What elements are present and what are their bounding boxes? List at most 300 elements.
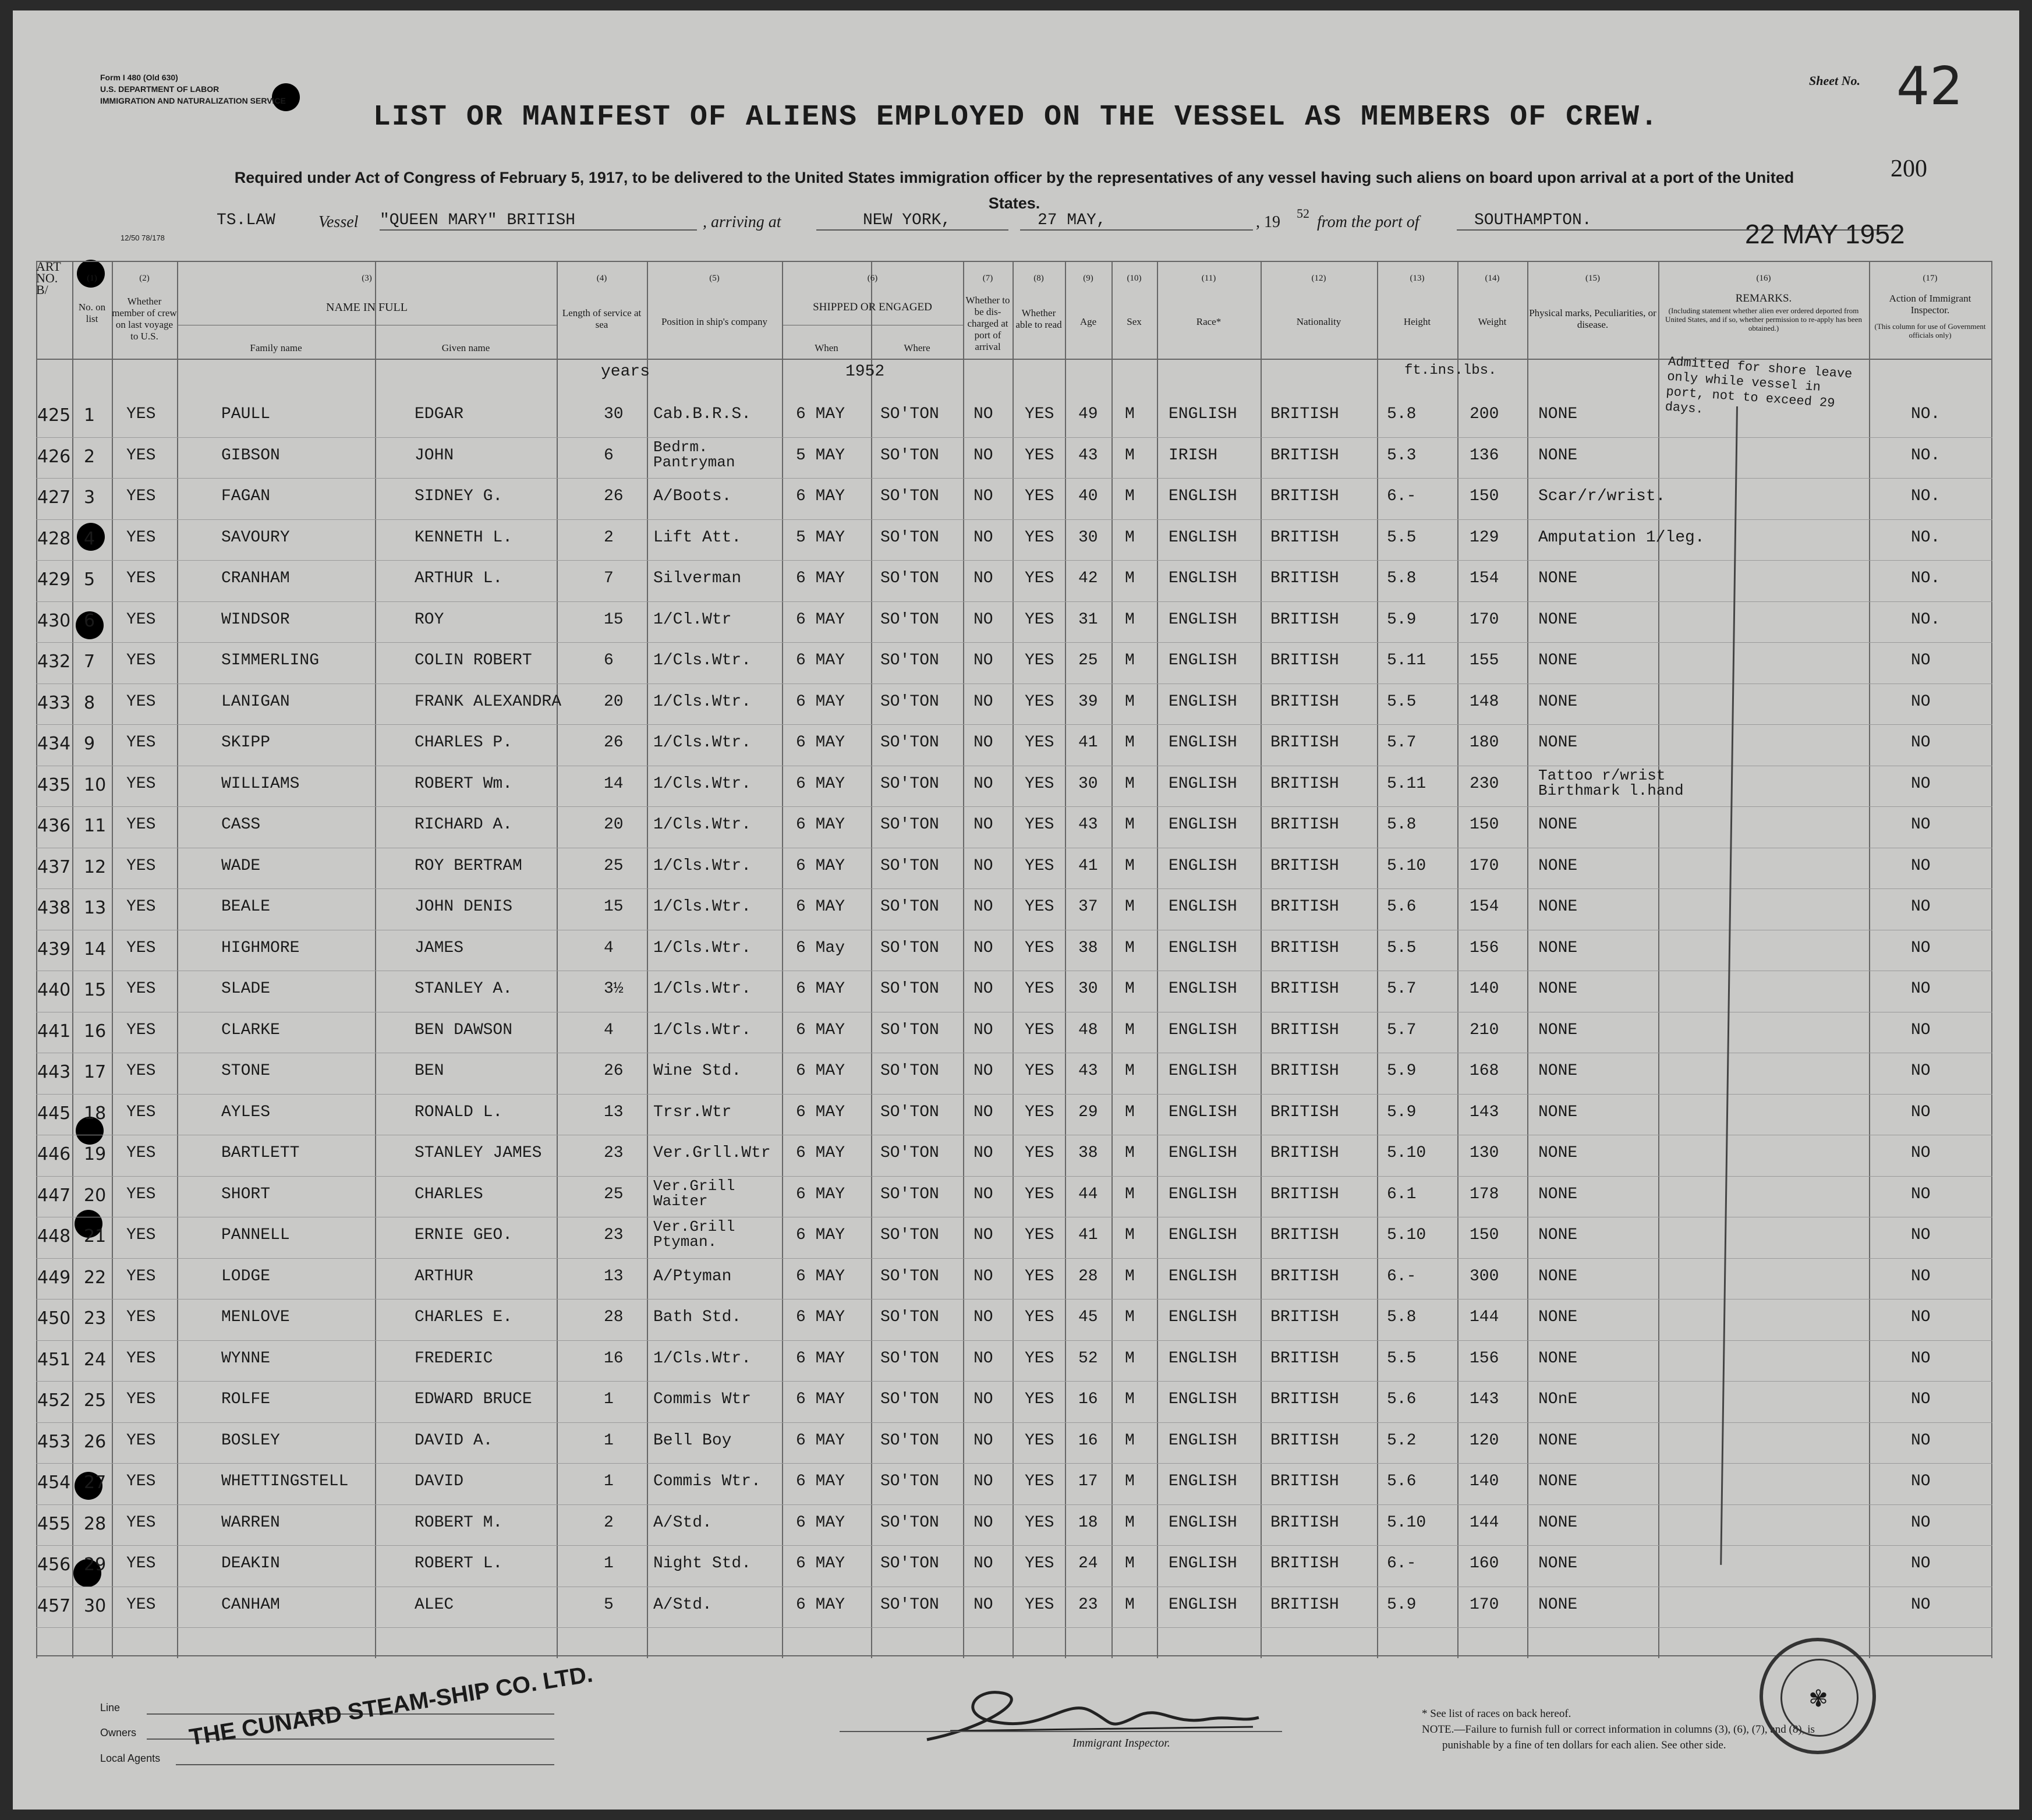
art-no-cell: 440 <box>37 980 71 1000</box>
shipped-where-cell: SO'TON <box>880 734 939 752</box>
race-cell: ENGLISH <box>1169 651 1237 670</box>
shipped-where-cell: SO'TON <box>880 939 939 957</box>
inspector-action-cell: NO <box>1911 1103 1931 1121</box>
height-cell: 5.6 <box>1387 1472 1417 1490</box>
list-no-cell: 30 <box>84 1595 107 1616</box>
shipped-where-cell: SO'TON <box>880 1595 939 1614</box>
position-cell: A/Std. <box>653 1595 712 1614</box>
shipped-where-cell: SO'TON <box>880 1308 939 1326</box>
column-divider <box>1261 261 1262 1658</box>
discharged-cell: NO <box>973 1226 993 1244</box>
sex-cell: M <box>1125 1144 1135 1162</box>
last-voyage-cell: YES <box>126 651 156 670</box>
age-cell: 30 <box>1078 774 1098 793</box>
physical-marks-cell: NONE <box>1538 1226 1578 1244</box>
form-code: 12/50 78/178 <box>121 233 165 242</box>
sex-cell: M <box>1125 1021 1135 1039</box>
position-cell: Cab.B.R.S. <box>653 405 752 423</box>
art-no-cell: 428 <box>37 528 71 549</box>
art-no-cell: 433 <box>37 692 71 713</box>
given-name-cell: COLIN ROBERT <box>415 651 532 670</box>
nationality-cell: BRITISH <box>1270 1185 1339 1203</box>
given-name-cell: BEN <box>415 1062 444 1080</box>
inspector-action-cell: NO <box>1911 1062 1931 1080</box>
last-voyage-cell: YES <box>126 1144 156 1162</box>
physical-marks-cell: NONE <box>1538 1472 1578 1490</box>
column-divider <box>1869 261 1870 1658</box>
height-cell: 6.- <box>1387 1267 1417 1286</box>
given-name-cell: ROBERT Wm. <box>415 774 513 793</box>
shipped-where-cell: SO'TON <box>880 692 939 711</box>
sex-cell: M <box>1125 651 1135 670</box>
height-cell: 5.9 <box>1387 1062 1417 1080</box>
nationality-cell: BRITISH <box>1270 1144 1339 1162</box>
sex-cell: M <box>1125 487 1135 505</box>
column-number: (13) <box>1410 274 1425 283</box>
able-to-read-cell: YES <box>1025 1144 1054 1162</box>
age-cell: 43 <box>1078 446 1098 465</box>
art-no-cell: 453 <box>37 1431 71 1452</box>
family-name-cell: WADE <box>221 856 261 875</box>
nationality-cell: BRITISH <box>1270 734 1339 752</box>
service-years-cell: 30 <box>604 405 624 423</box>
last-voyage-cell: YES <box>126 980 156 998</box>
shipped-where-cell: SO'TON <box>880 569 939 587</box>
given-name-cell: JAMES <box>415 939 464 957</box>
sex-cell: M <box>1125 1349 1135 1368</box>
crew-table <box>36 261 1992 1658</box>
shipped-where-cell: SO'TON <box>880 774 939 793</box>
family-name-header: Family name <box>250 342 302 353</box>
discharged-cell: NO <box>973 898 993 916</box>
remarks-ditto-line <box>1720 406 1738 1565</box>
given-name-header: Given name <box>441 342 490 353</box>
row-rule <box>36 437 1992 438</box>
shipped-where-cell: SO'TON <box>880 1226 939 1244</box>
family-name-cell: WILLIAMS <box>221 774 300 793</box>
sex-header: Sex <box>1127 316 1142 327</box>
able-to-read-cell: YES <box>1025 1349 1054 1368</box>
last-voyage-cell: YES <box>126 1226 156 1244</box>
inspector-action-cell: NO <box>1911 1513 1931 1532</box>
art-no-cell: 445 <box>37 1103 71 1124</box>
nationality-cell: BRITISH <box>1270 1390 1339 1408</box>
art-no-cell: 430 <box>37 610 71 631</box>
physical-marks-cell: NONE <box>1538 856 1578 875</box>
shipped-where-cell: SO'TON <box>880 405 939 423</box>
column-number: (12) <box>1311 274 1326 283</box>
able-to-read-cell: YES <box>1025 610 1054 629</box>
family-name-cell: SIMMERLING <box>221 651 320 670</box>
shipped-when-cell: 6 MAY <box>796 980 845 998</box>
race-cell: ENGLISH <box>1169 1226 1237 1244</box>
position-cell: Lift Att. <box>653 528 742 547</box>
position-cell: Bell Boy <box>653 1431 732 1450</box>
given-name-cell: JOHN <box>415 446 454 465</box>
member-last-voyage-header: Whether member of crew on last voyage to U.S. <box>112 296 177 342</box>
penalty-note: NOTE.—Failure to furnish full or correct information in columns (3), (6), (7), and (8), is <box>1422 1723 1815 1736</box>
line-label: Line <box>100 1702 121 1713</box>
list-no-cell: 20 <box>84 1185 107 1206</box>
shipped-where-cell: SO'TON <box>880 651 939 670</box>
service-years-cell: 25 <box>604 1185 624 1203</box>
list-no-cell: 15 <box>84 980 107 1000</box>
list-no-cell: 5 <box>84 569 95 590</box>
column-divider <box>1157 261 1158 1658</box>
discharged-cell: NO <box>973 610 993 629</box>
art-no-cell: 454 <box>37 1472 71 1493</box>
shipped-where-cell: SO'TON <box>880 1555 939 1573</box>
list-no-cell: 29 <box>84 1555 107 1575</box>
age-cell: 39 <box>1078 692 1098 711</box>
nationality-cell: BRITISH <box>1270 774 1339 793</box>
able-to-read-cell: YES <box>1025 980 1054 998</box>
shipped-when-cell: 6 MAY <box>796 1226 845 1244</box>
list-no-cell: 12 <box>84 856 107 877</box>
position-cell: Ver.Grill Ptyman. <box>653 1218 735 1251</box>
last-voyage-cell: YES <box>126 774 156 793</box>
vessel-label: Vessel <box>318 213 359 231</box>
physical-marks-cell: NONE <box>1538 1555 1578 1573</box>
art-no-cell: 449 <box>37 1267 71 1288</box>
discharged-cell: NO <box>973 816 993 834</box>
consulate-seal <box>1760 1638 1876 1754</box>
list-no-cell: 11 <box>84 816 107 836</box>
last-voyage-cell: YES <box>126 939 156 957</box>
discharged-cell: NO <box>973 1103 993 1121</box>
shipped-when-cell: 5 MAY <box>796 446 845 465</box>
discharged-cell: NO <box>973 1308 993 1326</box>
weight-cell: 178 <box>1470 1185 1499 1203</box>
list-no-cell: 10 <box>84 774 107 795</box>
service-years-cell: 6 <box>604 651 614 670</box>
able-to-read-cell: YES <box>1025 1390 1054 1408</box>
weight-cell: 150 <box>1470 816 1499 834</box>
inspector-action-cell: NO. <box>1911 446 1941 465</box>
family-name-cell: SAVOURY <box>221 528 290 547</box>
list-no-cell: 18 <box>84 1103 107 1124</box>
action-note: (This column for use of Government officials only) <box>1874 322 1986 339</box>
service-years-cell: 13 <box>604 1267 624 1286</box>
shipped-where-cell: SO'TON <box>880 1390 939 1408</box>
physical-marks-cell: Amputation 1/leg. <box>1538 528 1705 547</box>
race-cell: ENGLISH <box>1169 898 1237 916</box>
race-cell: ENGLISH <box>1169 1390 1237 1408</box>
column-divider <box>1065 261 1066 1658</box>
service-years-cell: 2 <box>604 1513 614 1532</box>
family-name-cell: WARREN <box>221 1513 280 1532</box>
remarks-note: (Including statement whether alien ever ordered deported from United States, and if so, whether permission to re-apply has been obtained.) <box>1665 306 1862 332</box>
row-rule <box>36 601 1992 602</box>
able-to-read-cell: YES <box>1025 898 1054 916</box>
height-cell: 5.11 <box>1387 774 1426 793</box>
physical-marks-cell: NONE <box>1538 1062 1578 1080</box>
list-no-cell: 6 <box>84 610 95 631</box>
last-voyage-cell: YES <box>126 1513 156 1532</box>
column-divider <box>1527 261 1528 1658</box>
height-cell: 5.9 <box>1387 1103 1417 1121</box>
height-header: Height <box>1403 316 1431 327</box>
weight-cell: 136 <box>1470 446 1499 465</box>
height-cell: 5.6 <box>1387 1390 1417 1408</box>
last-voyage-cell: YES <box>126 1308 156 1326</box>
weight-cell: 140 <box>1470 1472 1499 1490</box>
position-cell: 1/Cls.Wtr. <box>653 692 752 711</box>
race-cell: ENGLISH <box>1169 692 1237 711</box>
sheet-label: Sheet No. <box>1809 73 1860 88</box>
family-name-cell: MENLOVE <box>221 1308 290 1326</box>
given-name-cell: CHARLES <box>415 1185 483 1203</box>
height-cell: 5.10 <box>1387 1513 1426 1532</box>
weight-cell: 155 <box>1470 651 1499 670</box>
list-no-cell: 16 <box>84 1021 107 1042</box>
row-rule <box>36 1258 1992 1259</box>
position-cell: Commis Wtr <box>653 1390 752 1408</box>
nationality-cell: BRITISH <box>1270 1062 1339 1080</box>
shipped-when-cell: 6 MAY <box>796 487 845 505</box>
inspector-action-cell: NO <box>1911 939 1931 957</box>
last-voyage-cell: YES <box>126 1390 156 1408</box>
given-name-cell: ROY BERTRAM <box>415 856 522 875</box>
form-line: U.S. DEPARTMENT OF LABOR <box>100 84 220 94</box>
inspector-action-cell: NO <box>1911 980 1931 998</box>
sex-cell: M <box>1125 1472 1135 1490</box>
column-divider <box>871 261 872 1658</box>
discharged-cell: NO <box>973 1390 993 1408</box>
list-no-cell: 9 <box>84 734 95 754</box>
age-cell: 44 <box>1078 1185 1098 1203</box>
nationality-cell: BRITISH <box>1270 1595 1339 1614</box>
shipped-when-cell: 6 MAY <box>796 774 845 793</box>
shipped-when-cell: 6 MAY <box>796 856 845 875</box>
company-stamp: THE CUNARD STEAM-SHIP CO. LTD. <box>187 1661 595 1751</box>
sex-cell: M <box>1125 1308 1135 1326</box>
race-cell: ENGLISH <box>1169 816 1237 834</box>
last-voyage-cell: YES <box>126 1062 156 1080</box>
column-number: (14) <box>1485 274 1500 283</box>
able-to-read-cell: YES <box>1025 1062 1054 1080</box>
shipped-where-cell: SO'TON <box>880 528 939 547</box>
last-voyage-cell: YES <box>126 816 156 834</box>
discharged-cell: NO <box>973 528 993 547</box>
inspector-action-cell: NO <box>1911 816 1931 834</box>
able-to-read-cell: YES <box>1025 569 1054 587</box>
when-header: When <box>815 342 838 353</box>
nationality-cell: BRITISH <box>1270 692 1339 711</box>
races-note: * See list of races on back hereof. <box>1422 1708 1571 1720</box>
last-voyage-cell: YES <box>126 1185 156 1203</box>
shipped-when-cell: 6 MAY <box>796 1595 845 1614</box>
discharged-cell: NO <box>973 405 993 423</box>
position-cell: A/Boots. <box>653 487 732 505</box>
height-cell: 5.11 <box>1387 651 1426 670</box>
inspector-action-cell: NO <box>1911 651 1931 670</box>
shipped-where-cell: SO'TON <box>880 980 939 998</box>
age-cell: 16 <box>1078 1431 1098 1450</box>
nationality-cell: BRITISH <box>1270 816 1339 834</box>
row-rule <box>36 478 1992 479</box>
given-name-cell: SIDNEY G. <box>415 487 503 505</box>
column-divider <box>782 261 783 1658</box>
nationality-cell: BRITISH <box>1270 1267 1339 1286</box>
family-name-cell: AYLES <box>221 1103 271 1121</box>
list-no-cell: 22 <box>84 1267 107 1288</box>
given-name-cell: BEN DAWSON <box>415 1021 513 1039</box>
weight-cell: 156 <box>1470 1349 1499 1368</box>
physical-marks-cell: NONE <box>1538 692 1578 711</box>
age-cell: 48 <box>1078 1021 1098 1039</box>
discharged-cell: NO <box>973 446 993 465</box>
given-name-cell: DAVID <box>415 1472 464 1490</box>
family-name-cell: CLARKE <box>221 1021 280 1039</box>
row-rule <box>36 1094 1992 1095</box>
art-no-cell: 446 <box>37 1144 71 1164</box>
given-name-cell: EDGAR <box>415 405 464 423</box>
shipped-when-cell: 6 MAY <box>796 1021 845 1039</box>
shipped-when-cell: 6 May <box>796 939 845 957</box>
inspector-action-cell: NO <box>1911 1185 1931 1203</box>
weight-cell: 150 <box>1470 487 1499 505</box>
age-cell: 30 <box>1078 980 1098 998</box>
form-line: IMMIGRATION AND NATURALIZATION SERVICE <box>100 96 286 105</box>
discharged-cell: NO <box>973 774 993 793</box>
height-cell: 5.10 <box>1387 1144 1426 1162</box>
shipped-when-cell: 6 MAY <box>796 1103 845 1121</box>
family-name-cell: ROLFE <box>221 1390 271 1408</box>
age-cell: 43 <box>1078 1062 1098 1080</box>
penalty-note-2: punishable by a fine of ten dollars for each alien. See other side. <box>1442 1739 1726 1751</box>
physical-marks-cell: NONE <box>1538 1308 1578 1326</box>
age-cell: 49 <box>1078 405 1098 423</box>
column-number: (11) <box>1201 274 1216 283</box>
race-cell: ENGLISH <box>1169 856 1237 875</box>
service-years-cell: 4 <box>604 939 614 957</box>
sex-cell: M <box>1125 1062 1135 1080</box>
position-cell: Night Std. <box>653 1555 752 1573</box>
column-divider <box>1111 261 1113 1658</box>
last-voyage-cell: YES <box>126 1595 156 1614</box>
shipped-where-cell: SO'TON <box>880 898 939 916</box>
where-header: Where <box>904 342 930 353</box>
position-cell: Commis Wtr. <box>653 1472 761 1490</box>
inspector-action-cell: NO. <box>1911 487 1941 505</box>
family-name-cell: SKIPP <box>221 734 271 752</box>
given-name-cell: ARTHUR <box>415 1267 473 1286</box>
discharged-cell: NO <box>973 1267 993 1286</box>
physical-marks-cell: NONE <box>1538 1513 1578 1532</box>
last-voyage-cell: YES <box>126 487 156 505</box>
row-rule <box>36 1176 1992 1177</box>
physical-marks-header: Physical marks, Peculiarities, or disease. <box>1529 307 1656 330</box>
column-number: (15) <box>1585 274 1600 283</box>
service-years-cell: 1 <box>604 1472 614 1490</box>
nationality-cell: BRITISH <box>1270 610 1339 629</box>
race-cell: ENGLISH <box>1169 1513 1237 1532</box>
service-years-cell: 3½ <box>604 980 624 998</box>
position-cell: Bedrm. Pantryman <box>653 438 735 471</box>
weight-cell: 144 <box>1470 1513 1499 1532</box>
service-years-cell: 26 <box>604 734 624 752</box>
inspector-action-cell: NO <box>1911 692 1931 711</box>
shipped-where-cell: SO'TON <box>880 1513 939 1532</box>
able-to-read-cell: YES <box>1025 1308 1054 1326</box>
weight-cell: 170 <box>1470 610 1499 629</box>
height-cell: 5.8 <box>1387 405 1417 423</box>
able-to-read-cell: YES <box>1025 1103 1054 1121</box>
sex-cell: M <box>1125 1390 1135 1408</box>
row-rule <box>36 1340 1992 1341</box>
height-cell: 5.7 <box>1387 980 1417 998</box>
inspector-action-cell: NO <box>1911 1267 1931 1286</box>
last-voyage-cell: YES <box>126 1431 156 1450</box>
nationality-cell: BRITISH <box>1270 898 1339 916</box>
age-cell: 17 <box>1078 1472 1098 1490</box>
form-line: Form I 480 (Old 630) <box>100 73 178 82</box>
physical-marks-cell: Scar/r/wrist. <box>1538 487 1666 505</box>
given-name-cell: CHARLES E. <box>415 1308 513 1326</box>
remarks-header: REMARKS. <box>1735 292 1792 304</box>
shipped-where-cell: SO'TON <box>880 487 939 505</box>
last-voyage-cell: YES <box>126 446 156 465</box>
last-voyage-cell: YES <box>126 1021 156 1039</box>
sex-cell: M <box>1125 898 1135 916</box>
inspector-action-cell: NO <box>1911 856 1931 875</box>
column-divider <box>177 261 178 1658</box>
shipped-when-cell: 6 MAY <box>796 1062 845 1080</box>
nationality-cell: BRITISH <box>1270 1226 1339 1244</box>
discharged-cell: NO <box>973 569 993 587</box>
last-voyage-cell: YES <box>126 610 156 629</box>
race-cell: ENGLISH <box>1169 1308 1237 1326</box>
weight-cell: 148 <box>1470 692 1499 711</box>
height-cell: 5.3 <box>1387 446 1417 465</box>
inspector-action-cell: NO <box>1911 774 1931 793</box>
list-no-cell: 21 <box>84 1226 107 1247</box>
height-cell: 5.5 <box>1387 528 1417 547</box>
weight-cell: 130 <box>1470 1144 1499 1162</box>
art-no-cell: 451 <box>37 1349 71 1370</box>
age-header: Age <box>1079 316 1097 327</box>
service-years-cell: 1 <box>604 1555 614 1573</box>
nationality-cell: BRITISH <box>1270 446 1339 465</box>
vessel-name: "QUEEN MARY" BRITISH <box>380 211 697 231</box>
row-rule <box>36 1545 1992 1546</box>
shipped-when-cell: 6 MAY <box>796 898 845 916</box>
race-header: Race* <box>1196 316 1222 327</box>
column-divider <box>557 261 558 1658</box>
discharged-cell: NO <box>973 1349 993 1368</box>
art-no-header: ART NO. B/ <box>36 259 61 297</box>
weight-cell: 143 <box>1470 1390 1499 1408</box>
shipped-where-cell: SO'TON <box>880 1103 939 1121</box>
nationality-cell: BRITISH <box>1270 1472 1339 1490</box>
shipped-where-cell: SO'TON <box>880 816 939 834</box>
column-number: (7) <box>982 274 993 283</box>
discharged-cell: NO <box>973 1513 993 1532</box>
position-cell: 1/Cls.Wtr. <box>653 1349 752 1368</box>
discharged-cell: NO <box>973 1185 993 1203</box>
race-cell: ENGLISH <box>1169 1103 1237 1121</box>
position-cell: 1/Cls.Wtr. <box>653 939 752 957</box>
family-name-cell: BOSLEY <box>221 1431 280 1450</box>
weight-cell: 170 <box>1470 1595 1499 1614</box>
family-name-cell: WYNNE <box>221 1349 271 1368</box>
weight-cell: 230 <box>1470 774 1499 793</box>
position-cell: 1/Cl.Wtr <box>653 610 732 629</box>
sex-cell: M <box>1125 816 1135 834</box>
position-cell: A/Ptyman <box>653 1267 732 1286</box>
family-name-cell: HIGHMORE <box>221 939 300 957</box>
